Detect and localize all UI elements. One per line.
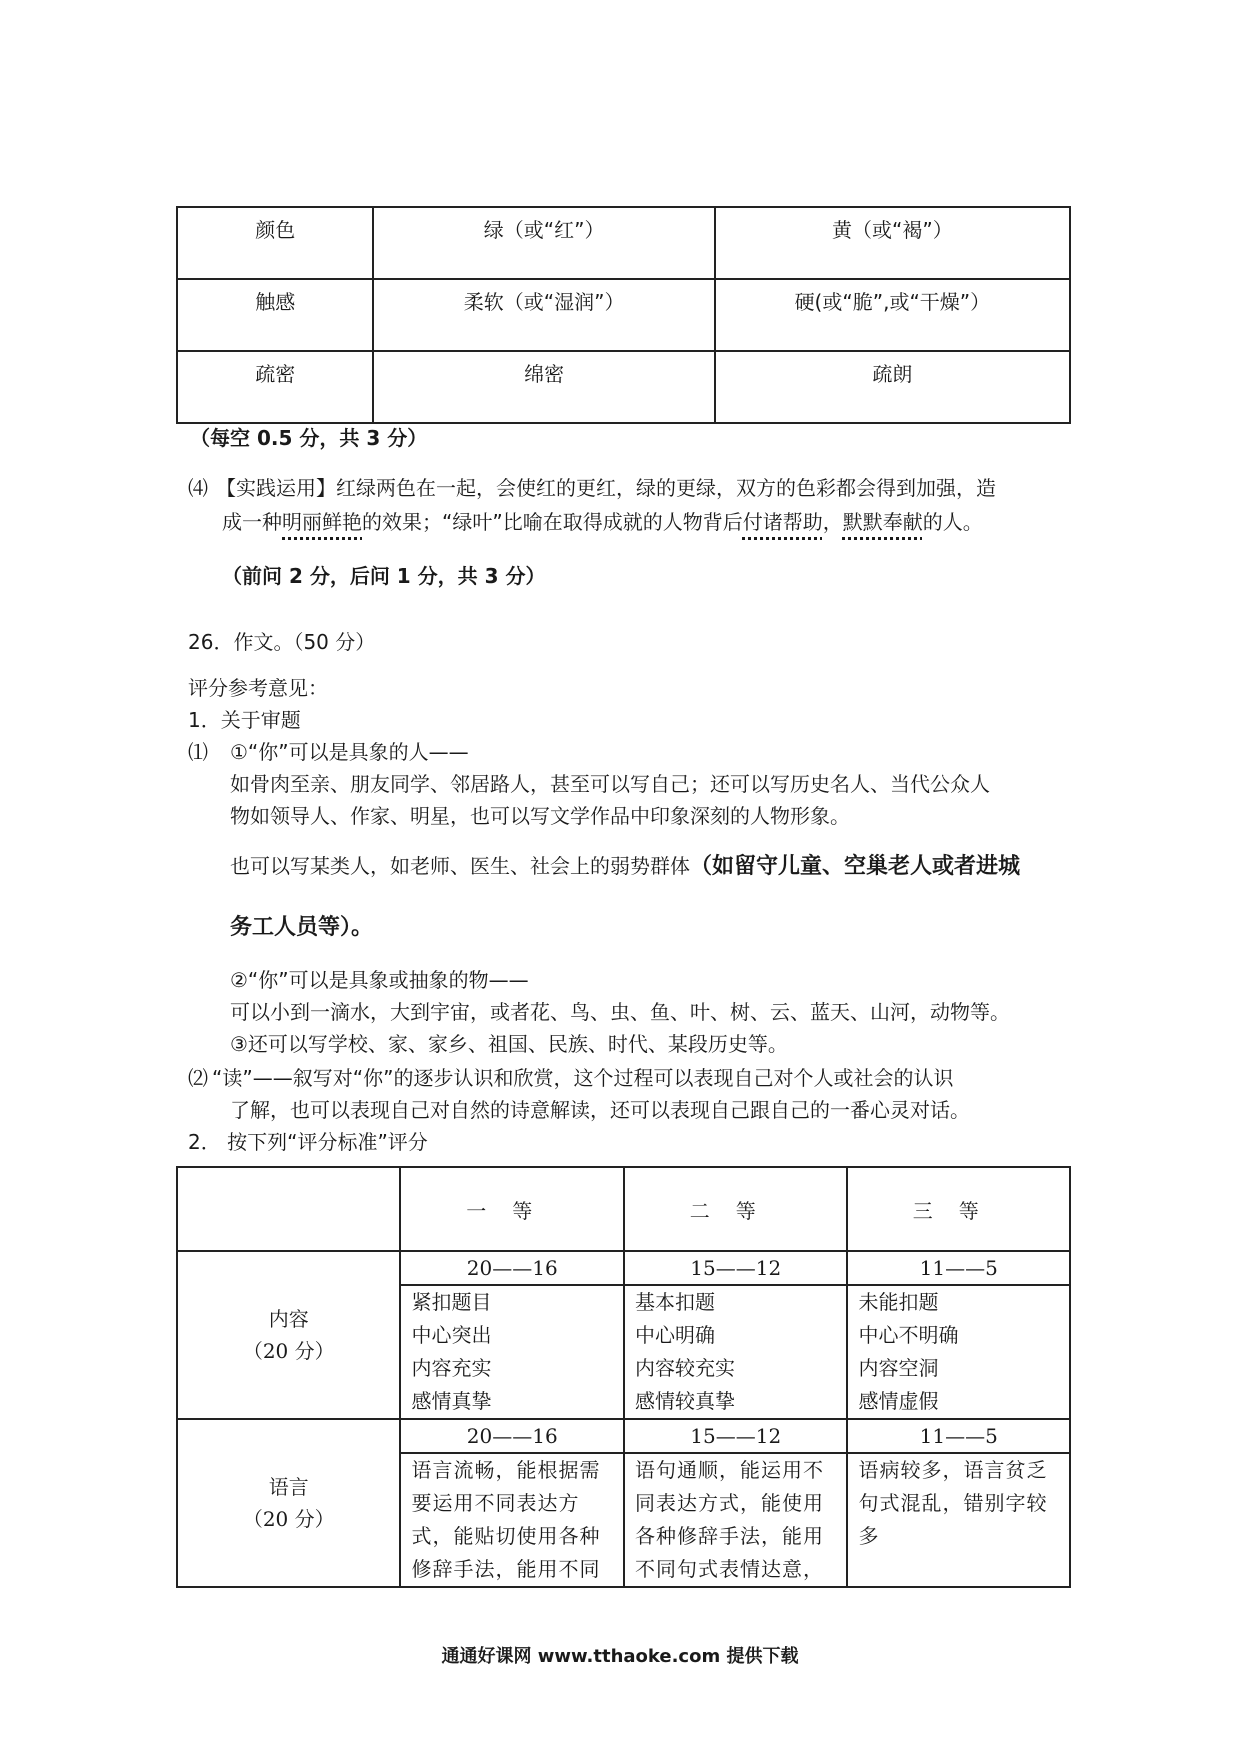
cell-value: 绵密 — [373, 351, 714, 423]
header-cell: 三等 — [847, 1167, 1070, 1251]
q26-ref: 评分参考意见： — [188, 676, 328, 700]
criteria-item: 中心不明确 — [858, 1323, 959, 1347]
criteria-line: 语言流畅，能根据需 — [411, 1458, 601, 1482]
criteria-line: 句式混乱，错别字较 — [858, 1491, 1048, 1515]
p1-b: 如骨肉至亲、朋友同学、邻居路人，甚至可以写自己；还可以写历史名人、当代公众人 — [230, 772, 990, 796]
p2-a: “读”——叙写对“你”的逐步认识和欣赏，这个过程可以表现自己对个人或社会的认识 — [212, 1066, 954, 1090]
header-cell: 二等 — [624, 1167, 848, 1251]
table-header-row — [177, 1167, 1070, 1251]
dotted-phrase: 明丽鲜艳 — [282, 510, 362, 534]
criteria-cell — [624, 1453, 848, 1587]
label-points: （20 分） — [242, 1339, 335, 1363]
q26-title: 26．作文。（50 分） — [188, 630, 376, 654]
row-label: 触感 — [177, 279, 373, 351]
q4-line2 — [222, 508, 983, 536]
p1-h: ③还可以写学校、家、家乡、祖国、民族、时代、某段历史等。 — [230, 1032, 788, 1056]
p1-d — [230, 852, 1020, 881]
criteria-item: 中心明确 — [634, 1323, 715, 1347]
criteria-item: 中心突出 — [411, 1323, 492, 1347]
score-range: 20——16 — [400, 1419, 624, 1453]
text: 成一种 — [222, 510, 282, 534]
p1-f: ②“你”可以是具象或抽象的物—— — [230, 968, 529, 992]
criteria-cell — [847, 1285, 1070, 1419]
score-range: 20——16 — [400, 1251, 624, 1285]
criteria-cell — [624, 1285, 848, 1419]
criteria-line: 多 — [858, 1524, 880, 1548]
section-1: 1．关于审题 — [188, 708, 301, 732]
criteria-item: 基本扣题 — [634, 1290, 715, 1314]
p1-marker: ⑴ — [188, 740, 208, 764]
p1-c: 物如领导人、作家、明星，也可以写文学作品中印象深刻的人物形象。 — [230, 804, 850, 828]
score-range: 11——5 — [847, 1419, 1070, 1453]
q4-marker: ⑷ — [188, 476, 208, 500]
criteria-item: 内容空洞 — [858, 1356, 939, 1380]
score-range: 15——12 — [624, 1419, 848, 1453]
row-label: 疏密 — [177, 351, 373, 423]
dotted-phrase: 默默奉献 — [842, 510, 923, 534]
row-label-content — [177, 1251, 400, 1419]
cell-value: 柔软（或“湿润”） — [373, 279, 714, 351]
comparison-table — [176, 206, 1071, 424]
table-row — [177, 1251, 1070, 1285]
score-range: 15——12 — [624, 1251, 848, 1285]
text: ， — [822, 510, 843, 534]
table-row — [177, 351, 1070, 423]
grading-table — [176, 1166, 1071, 1588]
header-cell — [177, 1167, 400, 1251]
cell-value: 绿（或“红”） — [373, 207, 714, 279]
criteria-item: 感情虚假 — [858, 1389, 939, 1413]
table-row — [177, 1419, 1070, 1453]
cell-value: 黄（或“褐”） — [715, 207, 1070, 279]
criteria-line: 同表达方式，能使用 — [634, 1491, 824, 1515]
table-row — [177, 279, 1070, 351]
criteria-line: 式，能贴切使用各种 — [411, 1524, 601, 1548]
criteria-line: 各种修辞手法，能用 — [634, 1524, 824, 1548]
criteria-cell — [400, 1285, 624, 1419]
p2-marker: ⑵ — [188, 1066, 208, 1090]
score-note: （每空 0.5 分，共 3 分） — [190, 426, 428, 450]
q4-line1: 【实践运用】红绿两色在一起，会使红的更红，绿的更绿，双方的色彩都会得到加强，造 — [216, 476, 996, 500]
text: （如留守儿童、空巢老人或者进城 — [690, 854, 1021, 879]
p2-b: 了解，也可以表现自己对自然的诗意解读，还可以表现自己跟自己的一番心灵对话。 — [230, 1098, 970, 1122]
criteria-cell — [847, 1453, 1070, 1587]
criteria-cell — [400, 1453, 624, 1587]
section-2: 2． 按下列“评分标准”评分 — [188, 1130, 428, 1154]
criteria-item: 内容较充实 — [634, 1356, 735, 1380]
criteria-item: 未能扣题 — [858, 1290, 939, 1314]
text: 的人。 — [922, 510, 983, 534]
dotted-phrase: 付诸帮助 — [742, 510, 823, 534]
p1-e: 务工人员等）。 — [230, 915, 374, 940]
text: 也可以写某类人，如老师、医生、社会上的弱势群体 — [230, 854, 690, 878]
criteria-item: 紧扣题目 — [411, 1290, 492, 1314]
score-range: 11——5 — [847, 1251, 1070, 1285]
text: 的效果；“绿叶”比喻在取得成就的人物背后 — [362, 510, 743, 534]
row-label-language — [177, 1419, 400, 1587]
criteria-item: 内容充实 — [411, 1356, 492, 1380]
criteria-line: 语句通顺，能运用不 — [634, 1458, 824, 1482]
p1-a: ①“你”可以是具象的人—— — [230, 740, 469, 764]
label-text: 内容 — [268, 1307, 309, 1331]
criteria-line: 修辞手法，能用不同 — [411, 1557, 601, 1581]
criteria-item: 感情真挚 — [411, 1389, 492, 1413]
label-points: （20 分） — [242, 1507, 335, 1531]
criteria-item: 感情较真挚 — [634, 1389, 735, 1413]
cell-value: 疏朗 — [715, 351, 1070, 423]
criteria-line: 语病较多，语言贫乏 — [858, 1458, 1048, 1482]
footer: 通通好课网 www.tthaoke.com 提供下载 — [441, 1646, 799, 1667]
criteria-line: 要运用不同表达方 — [411, 1491, 580, 1515]
cell-value: 硬(或“脆”,或“干燥”） — [715, 279, 1070, 351]
q4-score: （前问 2 分，后问 1 分，共 3 分） — [222, 564, 546, 588]
table-row — [177, 207, 1070, 279]
label-text: 语言 — [268, 1475, 309, 1499]
p1-g: 可以小到一滴水，大到宇宙，或者花、鸟、虫、鱼、叶、树、云、蓝天、山河，动物等。 — [230, 1000, 1010, 1024]
criteria-line: 不同句式表情达意， — [634, 1557, 824, 1581]
header-cell: 一等 — [400, 1167, 624, 1251]
row-label: 颜色 — [177, 207, 373, 279]
